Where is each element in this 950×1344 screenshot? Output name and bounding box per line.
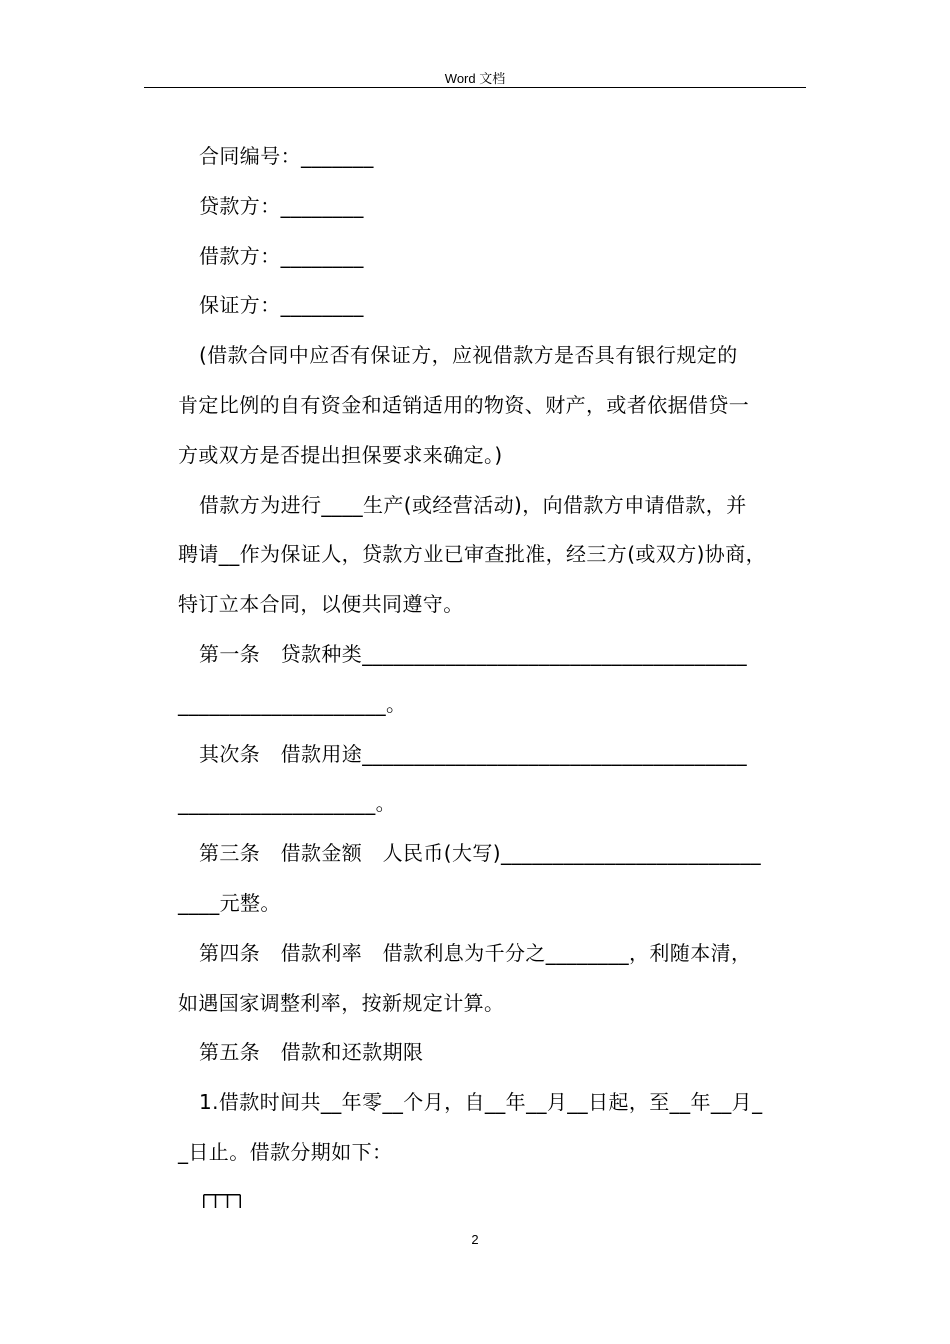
preamble-line-2: 聘请__作为保证人，贷款方业已审查批准，经三方(或双方)协商，: [178, 542, 767, 567]
document-body: [178, 132, 806, 1178]
article-3-line-2: ____元整。: [178, 890, 281, 915]
article-2-line-1: 其次条 借款用途_____________________________________: [199, 741, 747, 766]
page-number: 2: [471, 1232, 479, 1247]
article-4-line-1: 第四条 借款利率 借款利息为千分之________，利随本清，: [199, 940, 752, 965]
article-3-line-1: 第三条 借款金额 人民币(大写)_________________________: [199, 841, 762, 866]
header-title: Word 文档: [444, 71, 506, 86]
borrower-line: 借款方：________: [199, 243, 364, 268]
preamble-line-1: 借款方为进行____生产(或经营活动)，向借款方申请借款，并: [199, 492, 747, 517]
article-1-line-2: ____________________。: [178, 691, 407, 716]
article-5-item-1-line-1: 1.借款时间共__年零__个月，自__年__月__日起，至__年__月_: [199, 1090, 763, 1115]
guarantor-note-line-2: 肯定比例的自有资金和适销适用的物资、财产，或者依据借贷一: [178, 392, 750, 417]
header-divider: [144, 87, 806, 88]
guarantor-line: 保证方：________: [199, 293, 364, 318]
preamble-line-3: 特订立本合同，以便共同遵守。: [178, 592, 464, 617]
article-2-line-2: ___________________。: [178, 791, 396, 816]
article-5-item-1-line-2: _日止。借款分期如下：: [178, 1139, 393, 1164]
article-1-line-1: 第一条 贷款种类_____________________________________: [199, 641, 747, 666]
installment-table-top-edge: [203, 1194, 241, 1208]
article-4-line-2: 如遇国家调整利率，按新规定计算。: [178, 990, 505, 1015]
article-5-heading: 第五条 借款和还款期限: [199, 1040, 424, 1065]
contract-number-line: 合同编号：_______: [199, 144, 374, 168]
lender-line: 贷款方：________: [199, 193, 364, 218]
guarantor-note-line-1: (借款合同中应否有保证方，应视借款方是否具有银行规定的: [199, 343, 738, 368]
guarantor-note-line-3: 方或双方是否提出担保要求来确定。): [178, 442, 503, 467]
